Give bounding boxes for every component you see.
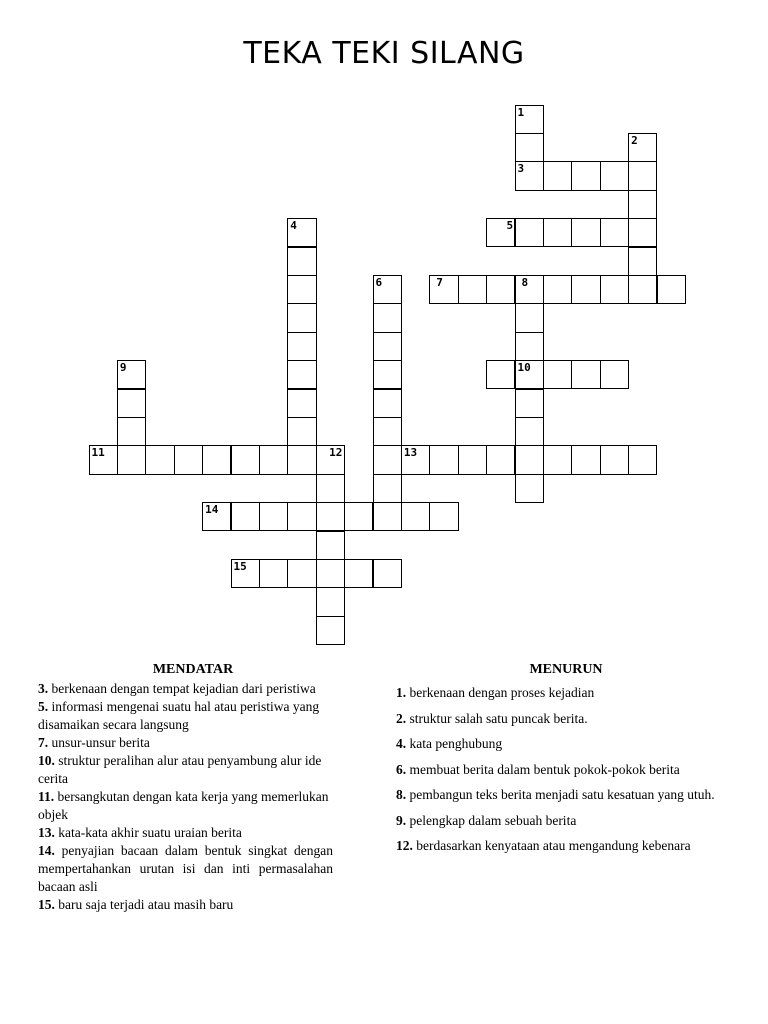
crossword-cell	[486, 360, 515, 389]
crossword-cell	[145, 445, 174, 474]
crossword-cell	[515, 332, 544, 361]
mendatar-clue	[38, 824, 348, 842]
crossword-cell	[429, 445, 458, 474]
crossword-cell	[287, 360, 316, 389]
mendatar-clue	[38, 896, 348, 914]
clue-number: 6.	[396, 761, 407, 777]
crossword-cell	[316, 587, 345, 616]
menurun-section	[396, 660, 736, 863]
crossword-cell	[373, 445, 402, 474]
clue-number-label: 6	[375, 275, 383, 289]
crossword-cell	[373, 559, 402, 588]
crossword-cell	[628, 218, 657, 247]
crossword-cell	[287, 332, 316, 361]
crossword-cell	[373, 417, 402, 446]
clue-number: 8.	[396, 787, 407, 802]
mendatar-clue-list	[38, 680, 348, 914]
crossword-cell	[515, 303, 544, 332]
crossword-cell	[344, 502, 373, 531]
clue-number: 11.	[38, 789, 55, 804]
crossword-cell	[259, 559, 288, 588]
clue-number: 15.	[38, 897, 55, 912]
clue-text: kata penghubung	[406, 736, 503, 751]
clue-number: 9.	[396, 812, 407, 828]
crossword-cell	[515, 417, 544, 446]
clue-text: struktur salah satu puncak berita.	[406, 710, 588, 726]
crossword-cell	[287, 559, 316, 588]
crossword-cell	[543, 445, 572, 474]
crossword-cell	[515, 275, 544, 304]
clue-text: berdasarkan kenyataan atau mengandung kebenara	[412, 838, 691, 853]
crossword-cell	[316, 474, 345, 503]
crossword-cell	[600, 161, 629, 190]
crossword-cell	[287, 275, 316, 304]
crossword-cell	[657, 275, 686, 304]
clue-number-label: 11	[91, 446, 105, 460]
crossword-cell	[344, 559, 373, 588]
page-title: TEKA TEKI SILANG	[243, 36, 525, 71]
mendatar-heading: MENDATAR	[152, 662, 234, 677]
crossword-cell	[117, 445, 146, 474]
menurun-clue	[396, 837, 736, 855]
crossword-cell	[543, 161, 572, 190]
crossword-cell	[373, 502, 402, 531]
clue-number-label: 5	[506, 219, 514, 233]
menurun-heading: MENURUN	[529, 662, 603, 677]
crossword-cell	[316, 616, 345, 645]
crossword-cell	[373, 360, 402, 389]
crossword-cell	[543, 360, 572, 389]
clue-number-label: 10	[517, 361, 531, 375]
clue-number-label: 2	[631, 133, 638, 147]
crossword-cell	[429, 275, 458, 304]
crossword-cell	[259, 502, 288, 531]
clue-number-label: 4	[290, 219, 297, 233]
menurun-clue	[396, 761, 736, 779]
crossword-cell	[600, 218, 629, 247]
crossword-cell	[600, 445, 629, 474]
clue-number-label: 8	[521, 275, 529, 289]
clue-text: unsur-unsur berita	[48, 735, 150, 750]
clue-number-label: 1	[517, 105, 525, 119]
clue-text: bersangkutan dengan kata kerja yang memerlukan objek	[38, 789, 329, 822]
crossword-cell	[287, 417, 316, 446]
crossword-cell	[628, 190, 657, 219]
clue-number: 1.	[396, 685, 407, 700]
crossword-cell	[515, 133, 544, 162]
crossword-cell	[486, 275, 515, 304]
crossword-cell	[628, 161, 657, 190]
crossword-cell	[287, 247, 316, 276]
clue-number: 10.	[38, 753, 55, 768]
crossword-cell	[628, 275, 657, 304]
clue-number-label: 7	[436, 275, 443, 289]
crossword-cell	[373, 474, 402, 503]
clue-text: struktur peralihan alur atau penyambung alur ide cerita	[38, 753, 322, 786]
mendatar-clue	[38, 842, 333, 896]
crossword-cell	[543, 275, 572, 304]
clue-number-label: 13	[403, 446, 418, 460]
crossword-cell	[202, 445, 231, 474]
crossword-cell	[287, 445, 316, 474]
crossword-cell	[287, 502, 316, 531]
crossword-cell	[571, 445, 600, 474]
clue-text: pembangun teks berita menjadi satu kesatuan yang utuh.	[406, 787, 715, 802]
crossword-cell	[628, 445, 657, 474]
mendatar-clue	[38, 734, 348, 752]
crossword-cell	[543, 218, 572, 247]
clue-number-label: 3	[517, 162, 525, 176]
crossword-cell	[259, 445, 288, 474]
crossword-cell	[600, 360, 629, 389]
crossword-cell	[373, 389, 402, 418]
clue-text: pelengkap dalam sebuah berita	[406, 812, 577, 828]
clue-number-label: 12	[329, 446, 343, 460]
crossword-cell	[231, 502, 260, 531]
crossword-cell	[287, 389, 316, 418]
clue-number-label: 15	[233, 559, 247, 573]
crossword-cell	[486, 445, 515, 474]
menurun-clue	[396, 812, 736, 830]
mendatar-clue	[38, 788, 348, 824]
crossword-cell	[174, 445, 203, 474]
mendatar-clue	[38, 680, 348, 698]
crossword-cell	[316, 502, 345, 531]
clue-number: 7.	[38, 735, 49, 750]
crossword-cell	[571, 360, 600, 389]
crossword-cell	[401, 502, 430, 531]
menurun-clue	[396, 735, 736, 753]
crossword-cell	[571, 218, 600, 247]
crossword-cell	[628, 247, 657, 276]
crossword-cell	[571, 275, 600, 304]
mendatar-section	[38, 660, 348, 914]
crossword-cell	[600, 275, 629, 304]
clue-text: penyajian bacaan dalam bentuk singkat dengan mempertahankan urutan isi dan inti permasalahan bacaan asli	[38, 843, 333, 894]
crossword-cell	[287, 303, 316, 332]
menurun-clue	[396, 786, 736, 804]
mendatar-clue	[38, 698, 348, 734]
crossword-cell	[117, 389, 146, 418]
clue-number-label: 14	[205, 503, 219, 517]
clue-text: berkenaan dengan tempat kejadian dari peristiwa	[48, 681, 316, 696]
crossword-cell	[571, 161, 600, 190]
menurun-clue-list	[396, 684, 736, 855]
crossword-cell	[316, 531, 345, 560]
clue-text: berkenaan dengan proses kejadian	[406, 685, 595, 700]
crossword-cell	[515, 218, 544, 247]
clue-number: 14.	[38, 843, 55, 858]
crossword-cell	[515, 445, 544, 474]
crossword-cell	[316, 559, 345, 588]
clue-text: informasi mengenai suatu hal atau peristiwa yang disamaikan secara langsung	[38, 699, 320, 732]
crossword-cell	[373, 303, 402, 332]
clue-text: kata-kata akhir suatu uraian berita	[54, 825, 242, 840]
crossword-cell	[458, 445, 487, 474]
crossword-cell	[117, 417, 146, 446]
crossword-cell	[515, 474, 544, 503]
menurun-clue	[396, 710, 736, 728]
clue-number: 13.	[38, 825, 55, 840]
menurun-clue	[396, 684, 736, 702]
clue-number: 5.	[38, 699, 49, 714]
clue-number: 12.	[396, 838, 413, 853]
clue-number: 2.	[396, 710, 407, 726]
crossword-cell	[373, 332, 402, 361]
clue-text: membuat berita dalam bentuk pokok-pokok berita	[406, 761, 680, 777]
clue-number-label: 9	[119, 361, 127, 375]
clue-number: 3.	[38, 681, 49, 696]
crossword-cell	[458, 275, 487, 304]
crossword-cell	[515, 389, 544, 418]
crossword-cell	[429, 502, 458, 531]
clue-number: 4.	[396, 736, 407, 751]
crossword-cell	[231, 445, 260, 474]
clue-text: baru saja terjadi atau masih baru	[54, 897, 234, 912]
mendatar-clue	[38, 752, 348, 788]
